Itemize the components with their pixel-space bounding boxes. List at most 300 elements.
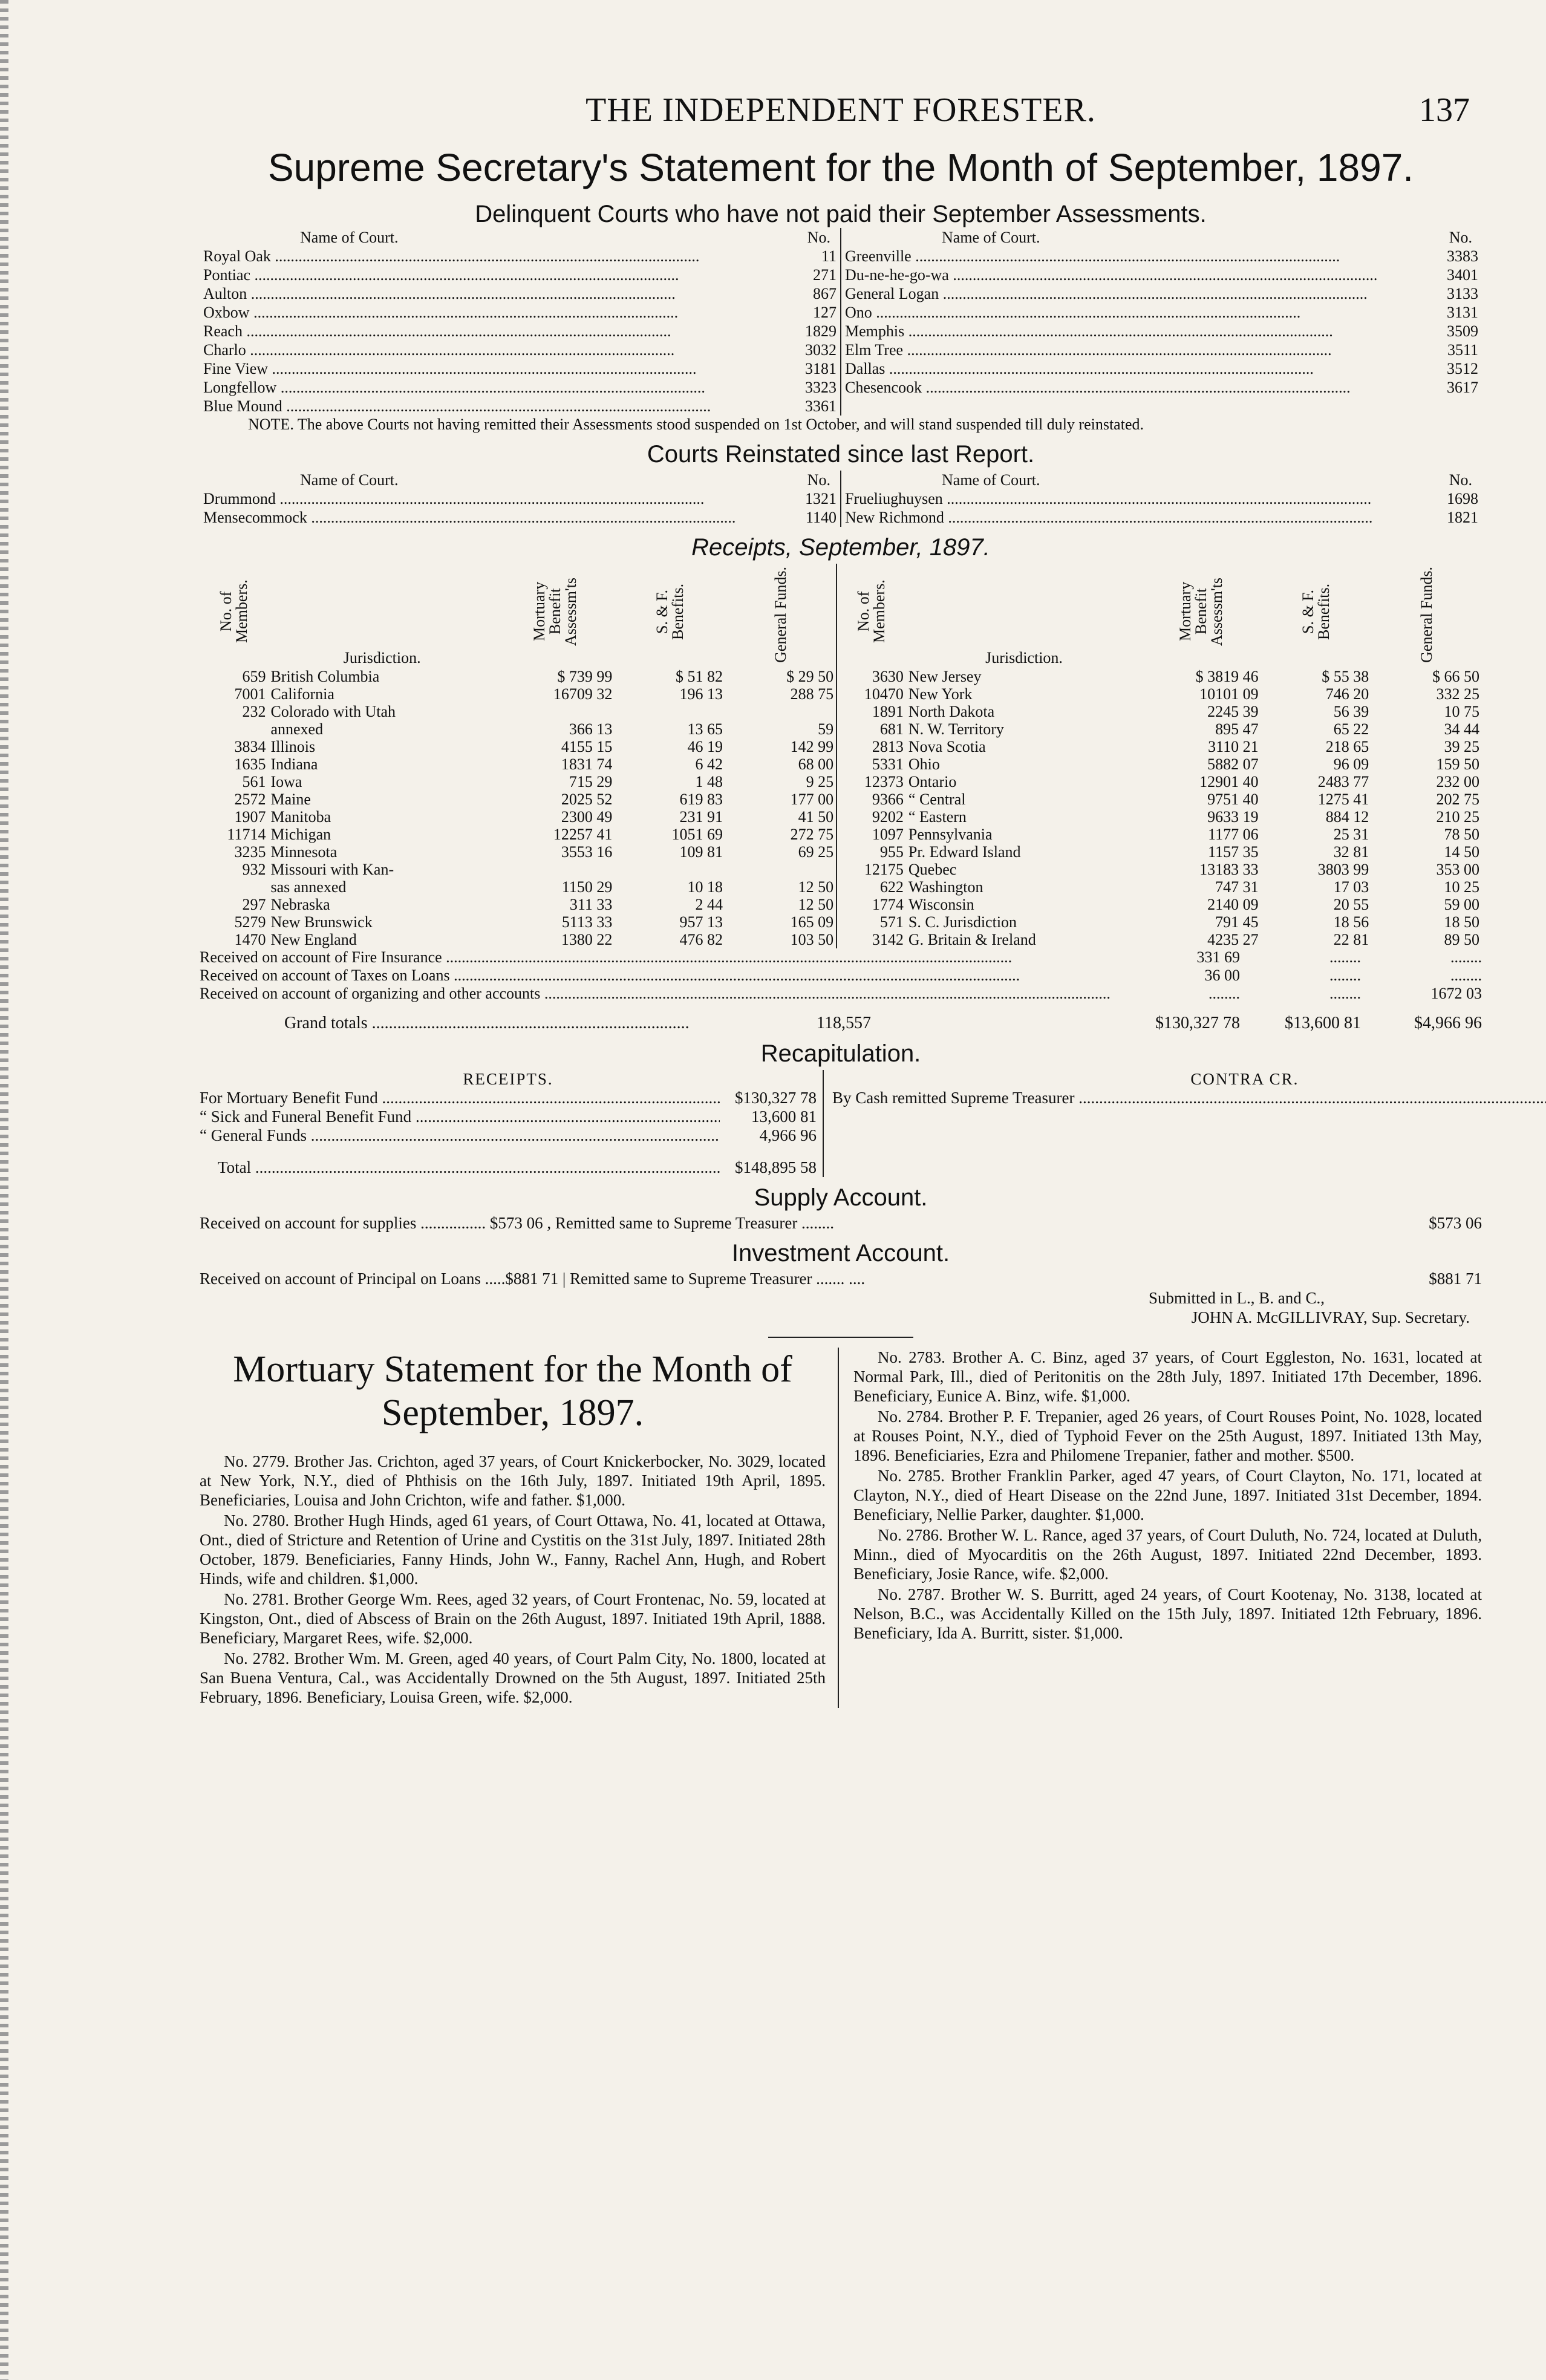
supply-text: Received on account for supplies ................ $573 06 , Remitted same to Supreme Treasurer ........ <box>200 1214 835 1232</box>
mortuary-cell: 2140 09 <box>1207 896 1259 913</box>
general-cell: 41 50 <box>798 808 834 826</box>
jurisdiction-cell: Ohio <box>908 755 940 773</box>
court-name: New Richmond ..... <box>845 508 1436 527</box>
general-cell: 202 75 <box>1436 791 1479 808</box>
court-row <box>203 266 837 284</box>
recap-item-row <box>200 1126 817 1145</box>
mortuary-entry: No. 2784. Brother P. F. Trepanier, aged 26 years, of Court Rouses Point, No. 1028, located at Rouses Point, N.Y., died of Typhoid Fever on the 25th August, 1897. Initiated 13th May, 1896. Beneficiaries, Ezra and Philomene Trepanier, father and mother. $500. <box>853 1407 1482 1464</box>
jurisdiction-cell: G. Britain & Ireland <box>908 931 1036 948</box>
court-name: Royal Oak ..... <box>203 247 794 266</box>
investment-heading: Investment Account. <box>731 1240 950 1267</box>
court-number: 3509 <box>1447 322 1478 340</box>
mortuary-cell: 1831 74 <box>561 755 613 773</box>
mortuary-cell: 12257 41 <box>553 826 613 843</box>
general-cell: 103 50 <box>790 931 834 948</box>
recap-total-label: Total ..... <box>200 1158 720 1177</box>
page-number: 137 <box>1419 91 1470 129</box>
sf-cell: 1 48 <box>695 773 723 791</box>
general-cell: 353 00 <box>1436 861 1479 878</box>
grand-totals-row <box>200 1014 1482 1033</box>
general-cell: 12 50 <box>798 878 834 896</box>
court-number: 127 <box>813 304 837 321</box>
misc-receipt-row <box>200 948 1482 967</box>
jurisdiction-cell: “ Central <box>908 791 966 808</box>
sf-cell: 56 39 <box>1333 703 1369 720</box>
court-row <box>845 341 1478 359</box>
binding-edge <box>0 0 8 2380</box>
court-name: Fine View ..... <box>203 359 794 378</box>
misc-receipts <box>200 948 1482 1003</box>
col-no-label: No. <box>807 471 830 489</box>
members-cell: 955 <box>837 843 906 861</box>
general-cell: 9 25 <box>806 773 834 791</box>
recap-table <box>200 1070 1482 1177</box>
court-name: Chesencook ..... <box>845 378 1436 397</box>
members-cell: 622 <box>837 878 906 896</box>
mortuary-cell <box>496 703 615 720</box>
members-cell: 659 <box>242 668 266 685</box>
recap-total-amount: $148,895 58 <box>735 1158 817 1176</box>
sf-cell: 6 42 <box>695 755 723 773</box>
general-cell: 232 00 <box>1436 773 1479 791</box>
misc-general: ........ <box>1450 948 1482 966</box>
jurisdiction-cell: sas annexed <box>270 878 347 896</box>
court-number: 1698 <box>1447 490 1478 507</box>
sf-cell: 2483 77 <box>1317 773 1369 791</box>
jurisdiction-cell: Nebraska <box>270 896 330 913</box>
recap-items <box>200 1089 817 1145</box>
jurisdiction-cell: Manitoba <box>270 808 331 826</box>
jurisdiction-cell: Michigan <box>270 826 331 843</box>
section-divider <box>768 1337 913 1338</box>
misc-general: 1672 03 <box>1430 985 1482 1002</box>
delinquent-table <box>200 228 1482 416</box>
court-name: Drummond ..... <box>203 489 794 508</box>
sf-cell: $ 55 38 <box>1322 668 1369 685</box>
general-cell: 59 <box>818 720 834 738</box>
general-cell: 10 25 <box>1444 878 1479 896</box>
mortuary-cell: $ 739 99 <box>557 668 613 685</box>
misc-mortuary: 331 69 <box>1196 948 1240 966</box>
jurisdiction-cell: S. C. Jurisdiction <box>908 913 1017 931</box>
court-name: Frueliughuysen ..... <box>845 489 1436 508</box>
receipts-row <box>200 826 1482 843</box>
members-cell: 3834 <box>234 738 266 755</box>
jurisdiction-cell: Wisconsin <box>908 896 974 913</box>
court-number: 3383 <box>1447 247 1478 265</box>
members-cell: 2813 <box>837 738 906 755</box>
court-number: 11 <box>821 247 837 265</box>
mortuary-cell: 1177 06 <box>1208 826 1259 843</box>
reinstated-table <box>200 471 1482 527</box>
mortuary-cell: 4155 15 <box>561 738 613 755</box>
jurisdiction-header: Jurisdiction. <box>985 649 1063 667</box>
general-cell: 165 09 <box>790 913 834 931</box>
jurisdiction-cell: New York <box>908 685 973 703</box>
mortuary-cell: 1150 29 <box>561 878 613 896</box>
misc-receipt-row <box>200 985 1482 1003</box>
receipts-row <box>200 668 1482 685</box>
misc-sf: ........ <box>1329 967 1361 984</box>
court-name: Blue Mound ..... <box>203 397 794 416</box>
general-cell: 18 50 <box>1444 913 1479 931</box>
recap-heading: Recapitulation. <box>760 1040 921 1067</box>
mortuary-entry: No. 2783. Brother A. C. Binz, aged 37 years, of Court Eggleston, No. 1631, located at Normal Park, Ill., died of Peritonitis on the 28th July, 1897. Initiated 17th December, 1896. Beneficiary, Eunice A. Binz, wife. $1,000. <box>853 1348 1482 1405</box>
mortuary-title: Mortuary Statement for the Month of September, 1897. <box>233 1349 792 1433</box>
receipts-row <box>200 685 1482 703</box>
court-name: Elm Tree ..... <box>845 341 1436 359</box>
court-name: Memphis ..... <box>845 322 1436 341</box>
misc-label: Received on account of organizing and other accounts ..... <box>200 985 1119 1003</box>
general-cell: 210 25 <box>1436 808 1479 826</box>
col-no-label: No. <box>1449 229 1472 246</box>
general-cell: 69 25 <box>798 843 834 861</box>
sf-cell: 3803 99 <box>1317 861 1369 878</box>
sf-cell: 20 55 <box>1333 896 1369 913</box>
recap-total-row <box>200 1158 817 1177</box>
jurisdiction-cell: Illinois <box>270 738 316 755</box>
jurisdiction-cell: Indiana <box>270 755 318 773</box>
jurisdiction-cell: Ontario <box>908 773 957 791</box>
misc-mortuary: 36 00 <box>1204 967 1240 984</box>
column-header <box>845 228 1478 247</box>
sf-cell: $ 51 82 <box>676 668 723 685</box>
jurisdiction-cell: British Columbia <box>270 668 380 685</box>
signature-block <box>200 1288 1470 1327</box>
court-number: 3511 <box>1447 341 1478 359</box>
sf-cell: 65 22 <box>1333 720 1369 738</box>
members-cell: 1470 <box>234 931 266 948</box>
reinstated-left-column <box>200 471 840 527</box>
court-row <box>845 303 1478 322</box>
sf-cell: 10 18 <box>687 878 723 896</box>
jurisdiction-cell: Missouri with Kan- <box>270 861 394 878</box>
investment-amount: $881 71 <box>1429 1270 1482 1288</box>
receipts-row <box>200 738 1482 755</box>
sf-cell: 1051 69 <box>671 826 723 843</box>
court-number: 1821 <box>1447 509 1478 526</box>
court-number: 3617 <box>1447 379 1478 396</box>
mortuary-section <box>200 1348 1482 1708</box>
mortuary-cell: 2300 49 <box>561 808 613 826</box>
recap-item-amount: 13,600 81 <box>751 1107 817 1126</box>
court-number: 3133 <box>1447 285 1478 302</box>
column-header <box>203 228 837 247</box>
receipts-body <box>200 668 1482 948</box>
jurisdiction-cell: “ Eastern <box>908 808 967 826</box>
general-cell: 159 50 <box>1436 755 1479 773</box>
delinquent-left-column <box>200 228 840 416</box>
mortuary-entry: No. 2787. Brother W. S. Burritt, aged 24 years, of Court Kootenay, No. 3138, located at Nelson, B.C., was Accidentally Killed on the 15th July, 1897. Initiated 12th February, 1896. Beneficiary, Ida A. Burritt, sister. $1,000. <box>853 1585 1482 1642</box>
members-cell: 12175 <box>837 861 906 878</box>
court-row <box>203 508 837 527</box>
members-cell: 681 <box>837 720 906 738</box>
court-row <box>845 508 1478 527</box>
receipts-table <box>200 564 1482 948</box>
jurisdiction-cell: annexed <box>270 720 324 738</box>
court-number: 3361 <box>805 397 837 415</box>
general-cell <box>725 861 837 878</box>
general-cell: 59 00 <box>1444 896 1479 913</box>
court-row <box>845 266 1478 284</box>
members-cell: 1907 <box>234 808 266 826</box>
general-header: General Funds. <box>1417 567 1435 663</box>
members-cell: 561 <box>242 773 266 791</box>
general-cell: 68 00 <box>798 755 834 773</box>
court-name: Du-ne-he-go-wa ..... <box>845 266 1436 284</box>
members-cell: 1635 <box>234 755 266 773</box>
mortuary-left-column <box>200 1348 839 1708</box>
recap-contra-title: CONTRA CR. <box>1190 1070 1299 1088</box>
members-cell: 3630 <box>837 668 906 685</box>
sf-cell: 884 12 <box>1325 808 1369 826</box>
supply-amount: $573 06 <box>1429 1214 1482 1232</box>
mortuary-entry: No. 2781. Brother George Wm. Rees, aged 32 years, of Court Frontenac, No. 59, located at Kingston, Ont., died of Abscess of Brain on the 26th August, 1897. Initiated 19th April, 1888. Beneficiary, Margaret Rees, wife. $2,000. <box>200 1590 826 1647</box>
misc-mortuary: ........ <box>1208 985 1240 1002</box>
receipts-row <box>200 808 1482 826</box>
court-name: Ono ..... <box>845 303 1436 322</box>
members-cell: 10470 <box>837 685 906 703</box>
mortuary-entry: No. 2782. Brother Wm. M. Green, aged 40 years, of Court Palm City, No. 1800, located at San Buena Ventura, Cal., was Accidentally Drowned on the 5th August, 1897. Initiated 25th February, 1896. Beneficiary, Louisa Green, wife. $2,000. <box>200 1649 826 1706</box>
court-name: Reach ..... <box>203 322 794 341</box>
recap-contra <box>824 1070 1546 1177</box>
members-cell: 2572 <box>234 791 266 808</box>
court-number: 3323 <box>805 379 837 396</box>
members-header: No. of Members. <box>217 579 250 644</box>
sf-cell: 957 13 <box>679 913 723 931</box>
court-number: 271 <box>813 266 837 284</box>
general-cell: 332 25 <box>1436 685 1479 703</box>
court-row <box>845 284 1478 303</box>
jurisdiction-cell: Pennsylvania <box>908 826 993 843</box>
running-header <box>200 91 1482 139</box>
court-row <box>203 341 837 359</box>
court-row <box>845 322 1478 341</box>
receipts-row <box>200 773 1482 791</box>
column-header <box>845 471 1478 489</box>
members-header: No. of Members. <box>854 579 888 644</box>
court-row <box>203 247 837 266</box>
supply-heading: Supply Account. <box>754 1184 928 1211</box>
misc-sf: ........ <box>1329 948 1361 966</box>
delinquent-heading: Delinquent Courts who have not paid their September Assessments. <box>475 201 1207 227</box>
members-cell <box>200 878 268 896</box>
sf-cell: 2 44 <box>695 896 723 913</box>
general-cell: 78 50 <box>1444 826 1479 843</box>
jurisdiction-cell: Iowa <box>270 773 302 791</box>
sf-cell: 109 81 <box>679 843 723 861</box>
reinstated-right-column <box>840 471 1482 527</box>
court-number: 3181 <box>805 360 837 377</box>
court-row <box>203 397 837 416</box>
mortuary-header: Mortuary Benefit Assessm'ts <box>530 577 580 646</box>
recap-contra-row <box>832 1089 1546 1107</box>
mortuary-cell: 311 33 <box>569 896 613 913</box>
court-row <box>845 247 1478 266</box>
receipts-row <box>200 703 1482 720</box>
members-cell: 5279 <box>234 913 266 931</box>
sf-cell: 46 19 <box>687 738 723 755</box>
sf-cell: 619 83 <box>679 791 723 808</box>
mortuary-entry: No. 2786. Brother W. L. Rance, aged 37 years, of Court Duluth, No. 724, located at Duluth, Minn., died of Myocarditis on the 26th August, 1897. Initiated 22nd December, 1893. Beneficiary, Josie Rance, wife. $2,000. <box>853 1526 1482 1583</box>
mortuary-cell: 5113 33 <box>561 913 613 931</box>
jurisdiction-cell: Quebec <box>908 861 957 878</box>
grand-total-members: 118,557 <box>817 1014 871 1032</box>
col-no-label: No. <box>1449 471 1472 489</box>
general-cell: 177 00 <box>790 791 834 808</box>
mortuary-cell: 747 31 <box>1215 878 1259 896</box>
jurisdiction-cell: Pr. Edward Island <box>908 843 1021 861</box>
mortuary-right-column <box>839 1348 1482 1708</box>
misc-label: Received on account of Taxes on Loans ..... <box>200 967 1119 985</box>
mortuary-entry: No. 2785. Brother Franklin Parker, aged 47 years, of Court Clayton, No. 171, located at Clayton, N.Y., died of Heart Disease on the 22nd June, 1897. Initiated 31st December, 1894. Beneficiary, Nellie Parker, daughter. $1,000. <box>853 1467 1482 1524</box>
mortuary-cell: 366 13 <box>569 720 613 738</box>
general-cell: 12 50 <box>798 896 834 913</box>
sf-header: S. & F. Benefits. <box>1299 583 1332 640</box>
court-number: 3131 <box>1447 304 1478 321</box>
recap-contra-label: By Cash remitted Supreme Treasurer ..... <box>832 1089 1546 1107</box>
members-cell: 3142 <box>837 931 906 948</box>
sf-cell: 96 09 <box>1333 755 1369 773</box>
receipts-row <box>200 861 1482 878</box>
court-name: Charlo ..... <box>203 341 794 359</box>
recap-item-row <box>200 1089 817 1107</box>
jurisdiction-cell: Maine <box>270 791 311 808</box>
receipts-header-row <box>200 564 1482 668</box>
general-header: General Funds. <box>771 567 789 663</box>
court-name: General Logan ..... <box>845 284 1436 303</box>
mortuary-cell: 13183 33 <box>1199 861 1259 878</box>
court-row <box>845 359 1478 378</box>
jurisdiction-cell: California <box>270 685 334 703</box>
court-number: 3512 <box>1447 360 1478 377</box>
mortuary-cell: 3110 21 <box>1208 738 1259 755</box>
grand-total-general: $4,966 96 <box>1414 1014 1482 1032</box>
court-row <box>203 359 837 378</box>
court-name: Pontiac ..... <box>203 266 794 284</box>
recap-receipts <box>200 1070 824 1177</box>
mortuary-cell: 4235 27 <box>1207 931 1259 948</box>
receipts-row <box>200 896 1482 913</box>
sf-cell: 13 65 <box>687 720 723 738</box>
col-name-label: Name of Court. <box>300 471 399 489</box>
investment-row <box>200 1270 1482 1288</box>
sf-cell <box>615 703 725 720</box>
mortuary-cell: 1380 22 <box>561 931 613 948</box>
receipts-row <box>200 720 1482 738</box>
jurisdiction-cell: Minnesota <box>270 843 338 861</box>
signature-line1: Submitted in L., B. and C., <box>1148 1289 1325 1307</box>
jurisdiction-cell: Colorado with Utah <box>270 703 396 720</box>
members-cell: 1774 <box>837 896 906 913</box>
mortuary-cell: 9633 19 <box>1207 808 1259 826</box>
signature-line2: JOHN A. McGILLIVRAY, Sup. Secretary. <box>1191 1308 1470 1326</box>
sf-cell <box>615 861 725 878</box>
sf-cell: 17 03 <box>1333 878 1369 896</box>
court-name: Dallas ..... <box>845 359 1436 378</box>
jurisdiction-cell: New Brunswick <box>270 913 373 931</box>
court-number: 3401 <box>1447 266 1478 284</box>
members-cell: 232 <box>242 703 266 720</box>
members-cell: 5331 <box>837 755 906 773</box>
investment-text: Received on account of Principal on Loans .....$881 71 | Remitted same to Supreme Treasurer ....... .... <box>200 1270 866 1288</box>
mortuary-cell: 12901 40 <box>1199 773 1259 791</box>
receipts-row <box>200 843 1482 861</box>
mortuary-cell: 10101 09 <box>1199 685 1259 703</box>
recap-item-amount: 4,966 96 <box>759 1126 817 1144</box>
sf-cell: 196 13 <box>679 685 723 703</box>
col-name-label: Name of Court. <box>942 229 1040 246</box>
sf-cell: 18 56 <box>1333 913 1369 931</box>
sf-cell: 32 81 <box>1333 843 1369 861</box>
court-name: Aulton ..... <box>203 284 794 303</box>
recap-item-row <box>200 1107 817 1126</box>
recap-item-label: “ General Funds ..... <box>200 1126 720 1145</box>
mortuary-cell: 3553 16 <box>561 843 613 861</box>
general-cell: 10 75 <box>1444 703 1479 720</box>
mortuary-cell: 2025 52 <box>561 791 613 808</box>
grand-total-sf: $13,600 81 <box>1285 1014 1361 1032</box>
jurisdiction-header: Jurisdiction. <box>343 649 421 667</box>
recap-item-label: For Mortuary Benefit Fund ..... <box>200 1089 720 1107</box>
court-number: 867 <box>813 285 837 302</box>
general-cell: 89 50 <box>1444 931 1479 948</box>
grand-totals-label: Grand totals ..... <box>200 1014 780 1033</box>
general-cell: $ 29 50 <box>786 668 834 685</box>
mortuary-cell: 2245 39 <box>1207 703 1259 720</box>
receipts-row <box>200 878 1482 896</box>
jurisdiction-cell: New Jersey <box>908 668 982 685</box>
court-name: Longfellow ..... <box>203 378 794 397</box>
members-cell: 12373 <box>837 773 906 791</box>
court-name: Mensecommock ..... <box>203 508 794 527</box>
mortuary-cell: 5882 07 <box>1207 755 1259 773</box>
receipts-row <box>200 755 1482 773</box>
sf-cell: 22 81 <box>1333 931 1369 948</box>
misc-label: Received on account of Fire Insurance ..... <box>200 948 1119 967</box>
mortuary-cell <box>496 861 615 878</box>
grand-total-mortuary: $130,327 78 <box>1155 1014 1240 1032</box>
col-name-label: Name of Court. <box>942 471 1040 489</box>
misc-receipt-row <box>200 967 1482 985</box>
sf-cell: 25 31 <box>1333 826 1369 843</box>
sf-header: S. & F. Benefits. <box>653 583 687 640</box>
sf-cell: 218 65 <box>1325 738 1369 755</box>
court-row <box>203 303 837 322</box>
mortuary-cell: 9751 40 <box>1207 791 1259 808</box>
jurisdiction-cell: Nova Scotia <box>908 738 986 755</box>
misc-general: ........ <box>1450 967 1482 984</box>
court-row <box>203 378 837 397</box>
receipts-row <box>200 931 1482 948</box>
members-cell: 297 <box>242 896 266 913</box>
supply-row <box>200 1214 1482 1233</box>
recap-item-label: “ Sick and Funeral Benefit Fund ..... <box>200 1107 720 1126</box>
receipts-row <box>200 791 1482 808</box>
receipts-heading: Receipts, September, 1897. <box>691 534 990 561</box>
court-number: 1321 <box>805 490 837 507</box>
page <box>200 91 1482 1708</box>
delinquent-note: NOTE. The above Courts not having remitted their Assessments stood suspended on 1st October, and will stand suspended till duly reinstated. <box>248 416 1144 433</box>
journal-title: THE INDEPENDENT FORESTER. <box>585 91 1096 129</box>
mortuary-cell: 1157 35 <box>1208 843 1259 861</box>
jurisdiction-cell: New England <box>270 931 357 948</box>
delinquent-right-column <box>840 228 1482 416</box>
court-number: 1829 <box>805 322 837 340</box>
members-cell: 7001 <box>234 685 266 703</box>
members-cell: 3235 <box>234 843 266 861</box>
general-cell: 14 50 <box>1444 843 1479 861</box>
